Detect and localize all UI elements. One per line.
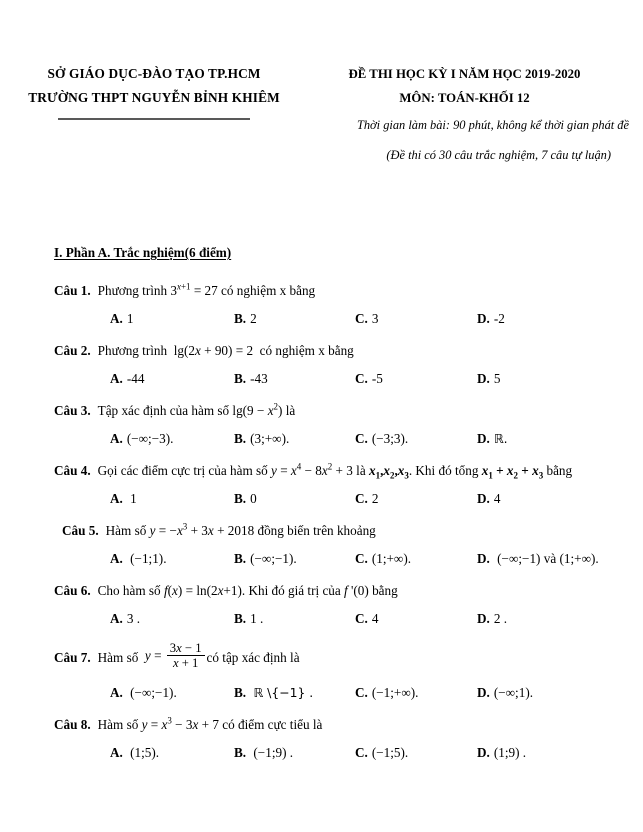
question-5-prefix: Hàm số <box>105 522 147 538</box>
header-divider-rule <box>58 118 250 120</box>
question-4-option-d[interactable]: D. 4 <box>477 491 501 506</box>
question-5-label: Câu 5. <box>62 522 99 538</box>
question-5-stem <box>0 515 643 545</box>
header-left-column <box>0 62 300 170</box>
question-5-options <box>0 545 643 575</box>
question-4-option-b[interactable]: B. 0 <box>234 491 257 506</box>
question-block-7 <box>0 635 643 709</box>
question-5-suffix: đồng biến trên khoảng <box>257 522 376 538</box>
question-3-prefix: Tập xác định của hàm số <box>97 402 230 418</box>
question-3-formula: $\lg(9 - x^2)$ <box>229 401 286 418</box>
school-name: TRƯỜNG THPT NGUYỄN BỈNH KHIÊM <box>28 90 280 105</box>
question-7-stem <box>0 635 643 679</box>
question-4-prefix: Gọi các điểm cực trị của hàm số <box>97 462 268 478</box>
question-3-option-b[interactable]: B. (3;+∞). <box>234 431 290 446</box>
question-6-option-b[interactable]: B. 1 . <box>234 611 264 626</box>
question-block-2 <box>0 335 643 395</box>
question-4-mid: là <box>356 462 366 478</box>
question-2-option-b[interactable]: B. -43 <box>234 371 268 386</box>
question-1-option-a[interactable]: A. 1 <box>110 311 134 326</box>
question-2-option-c[interactable]: C. -5 <box>355 371 383 386</box>
question-6-derivative: f '(0) <box>344 582 373 598</box>
question-1-option-c[interactable]: C. 3 <box>355 311 379 326</box>
question-6-option-a[interactable]: A. 3 . <box>110 611 141 626</box>
question-4-stem <box>0 455 643 485</box>
questions-container <box>0 275 643 769</box>
question-2-label: Câu 2. <box>54 342 91 358</box>
exam-structure-note: (Đề thi có 30 câu trắc nghiệm, 7 câu tự luận) <box>386 148 611 162</box>
question-4-options <box>0 485 643 515</box>
question-3-option-a[interactable]: A. (−∞;−3). <box>110 431 174 446</box>
question-1-option-d[interactable]: D. -2 <box>477 311 505 326</box>
question-6-option-c[interactable]: C. 4 <box>355 611 379 626</box>
question-2-option-d[interactable]: D. 5 <box>477 371 501 386</box>
question-1-option-b[interactable]: B. 2 <box>234 311 257 326</box>
question-7-prefix: Hàm số <box>97 649 139 665</box>
question-7-label: Câu 7. <box>54 649 91 665</box>
question-block-5 <box>0 515 643 575</box>
question-7-suffix: có tập xác định là <box>206 649 300 665</box>
question-6-options <box>0 605 643 635</box>
question-4-option-a[interactable]: A. 1 <box>110 491 137 506</box>
question-1-formula: $3^{x+1} = 27$ <box>167 281 222 298</box>
question-7-formula: y = $\frac{3x - 1}{x + 1}$ <box>138 642 206 672</box>
question-3-suffix: là <box>285 402 296 418</box>
exam-subject: MÔN: TOÁN-KHỐI 12 <box>399 91 530 105</box>
question-2-option-a[interactable]: A. -44 <box>110 371 145 386</box>
question-5-option-c[interactable]: C. (1;+∞). <box>355 551 412 566</box>
question-4-mid2: . Khi đó tổng <box>408 462 479 478</box>
question-block-4 <box>0 455 643 515</box>
question-6-suffix: bằng <box>372 582 398 598</box>
question-8-label: Câu 8. <box>54 716 91 732</box>
question-block-6 <box>0 575 643 635</box>
question-7-option-d[interactable]: D. (−∞;1). <box>477 685 534 700</box>
question-7-options <box>0 679 643 709</box>
question-4-function: $y = x^4 - 8x^2 + 3$ <box>271 461 357 478</box>
question-4-suffix: bằng <box>546 462 573 478</box>
question-block-3 <box>0 395 643 455</box>
question-7-option-b[interactable]: B. ℝ \{−1} . <box>234 685 314 700</box>
question-1-prefix: Phương trình <box>97 282 168 298</box>
question-8-stem <box>0 709 643 739</box>
question-1-suffix: có nghiệm x bằng <box>221 282 316 298</box>
question-6-mid: . Khi đó giá trị của <box>241 582 341 598</box>
department-name: SỞ GIÁO DỤC-ĐÀO TẠO TP.HCM <box>47 66 261 81</box>
question-5-formula: $y = -x^3 + 3x + 2018$ <box>149 521 258 538</box>
question-5-option-a[interactable]: A. (−1;1). <box>110 551 167 566</box>
question-1-stem <box>0 275 643 305</box>
question-5-option-b[interactable]: B. (−∞;−1). <box>234 551 297 566</box>
question-8-option-d[interactable]: D. (1;9) . <box>477 745 527 760</box>
exam-title: ĐỀ THI HỌC KỲ I NĂM HỌC 2019-2020 <box>348 67 581 81</box>
question-4-option-c[interactable]: C. 2 <box>355 491 379 506</box>
question-7-option-c[interactable]: C. (−1;+∞). <box>355 685 419 700</box>
header-right-column <box>300 62 643 170</box>
document-header <box>0 62 643 170</box>
question-2-formula: lg(2x + 90) = 2 <box>167 342 260 358</box>
question-8-options <box>0 739 643 769</box>
question-6-prefix: Cho hàm số <box>97 582 161 598</box>
question-6-function: f(x) = ln(2x+1) <box>163 582 242 598</box>
question-6-stem <box>0 575 643 605</box>
question-8-option-c[interactable]: C. (−1;5). <box>355 745 409 760</box>
question-2-options <box>0 365 643 395</box>
question-5-option-d[interactable]: D. (−∞;−1) và (1;+∞). <box>477 551 599 566</box>
question-3-label: Câu 3. <box>54 402 91 418</box>
section-heading-part-a: I. Phần A. Trắc nghiệm(6 điểm) <box>54 245 232 260</box>
question-block-1 <box>0 275 643 335</box>
question-8-option-a[interactable]: A. (1;5). <box>110 745 160 760</box>
exam-duration-note: Thời gian làm bài: 90 phút, không kể thời gian phát đề <box>356 118 629 132</box>
question-8-option-b[interactable]: B. (−1;9) . <box>234 745 294 760</box>
question-1-options <box>0 305 643 335</box>
question-8-prefix: Hàm số <box>97 716 139 732</box>
question-8-suffix: có điểm cực tiểu là <box>222 716 323 732</box>
question-3-stem <box>0 395 643 425</box>
question-block-8 <box>0 709 643 769</box>
question-8-formula: $y = x^3 - 3x + 7$ <box>141 715 223 732</box>
question-6-option-d[interactable]: D. 2 . <box>477 611 508 626</box>
question-7-option-a[interactable]: A. (−∞;−1). <box>110 685 177 700</box>
question-1-label: Câu 1. <box>54 282 91 298</box>
question-3-option-d[interactable]: D. ℝ. <box>477 431 508 446</box>
question-4-sum: $x_1 + x_2 + x_3$ <box>481 462 544 481</box>
question-2-stem <box>0 335 643 365</box>
question-4-roots: $x_1,x_2,x_3$ <box>368 462 409 481</box>
question-3-options <box>0 425 643 455</box>
question-4-label: Câu 4. <box>54 462 91 478</box>
question-6-label: Câu 6. <box>54 582 91 598</box>
question-2-prefix: Phương trình <box>97 342 168 358</box>
question-2-suffix: có nghiệm x bằng <box>259 342 354 358</box>
question-3-option-c[interactable]: C. (−3;3). <box>355 431 409 446</box>
